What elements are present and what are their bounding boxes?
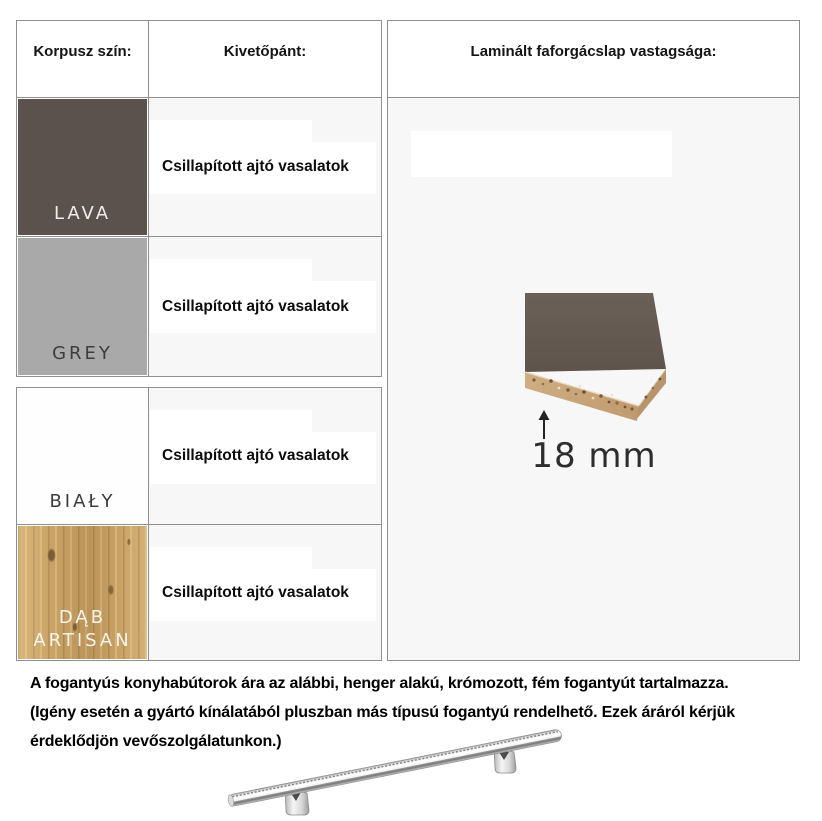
hinge-label: Csillapított ajtó vasalatok [162,447,349,464]
hinge-cell-dab-artisan [148,524,382,661]
footer-line: (Igény esetén a gyártó kínálatából pluszban más típusú fogantyú rendelhető. Ezek áráról kérjük [30,704,735,721]
header-vastagsag-label: Laminált faforgácslap vastagsága: [470,43,717,60]
chipboard-image [522,291,672,423]
thickness-cell [387,97,800,661]
swatch-bialy-color [18,389,147,523]
hinge-cell-bialy [148,387,382,525]
footer-line: érdeklődjön vevőszolgálatunkon.) [30,733,282,750]
header-vastagsag [387,20,800,98]
swatch-label-lava: LAVA [53,202,112,224]
swatch-label-dab-artisan: DĄB ARTISAN [33,607,132,651]
swatch-bialy [16,387,149,525]
footer-line: A fogantyús konyhabútorok ára az alábbi, henger alakú, krómozott, fém fogantyút tartalmazza. [30,675,729,692]
swatch-grey-color [18,238,147,375]
hinge-label: Csillapított ajtó vasalatok [162,583,349,601]
header-korpusz-szin [16,20,149,98]
swatch-label-grey: GREY [52,342,113,364]
header-kivetopant [148,20,382,98]
chrome-bar-handle-image [225,722,645,817]
hinge-label: Csillapított ajtó vasalatok [162,158,349,175]
hinge-label: Csillapított ajtó vasalatok [162,297,349,315]
swatch-dab-artisan-color [18,526,147,659]
thickness-value: 18 mm [531,436,657,476]
swatch-label-bialy: BIAŁY [49,490,116,512]
whiteout-patch [411,131,672,177]
hinge-cell-lava [148,97,382,237]
swatch-dab-artisan [16,524,149,661]
hinge-cell-grey [148,236,382,377]
swatch-lava [16,97,149,237]
header-korpusz-szin-label: Korpusz szín: [33,43,132,60]
swatch-grey [16,236,149,377]
swatch-lava-color [18,99,147,235]
header-kivetopant-label: Kivetőpánt: [223,43,307,60]
